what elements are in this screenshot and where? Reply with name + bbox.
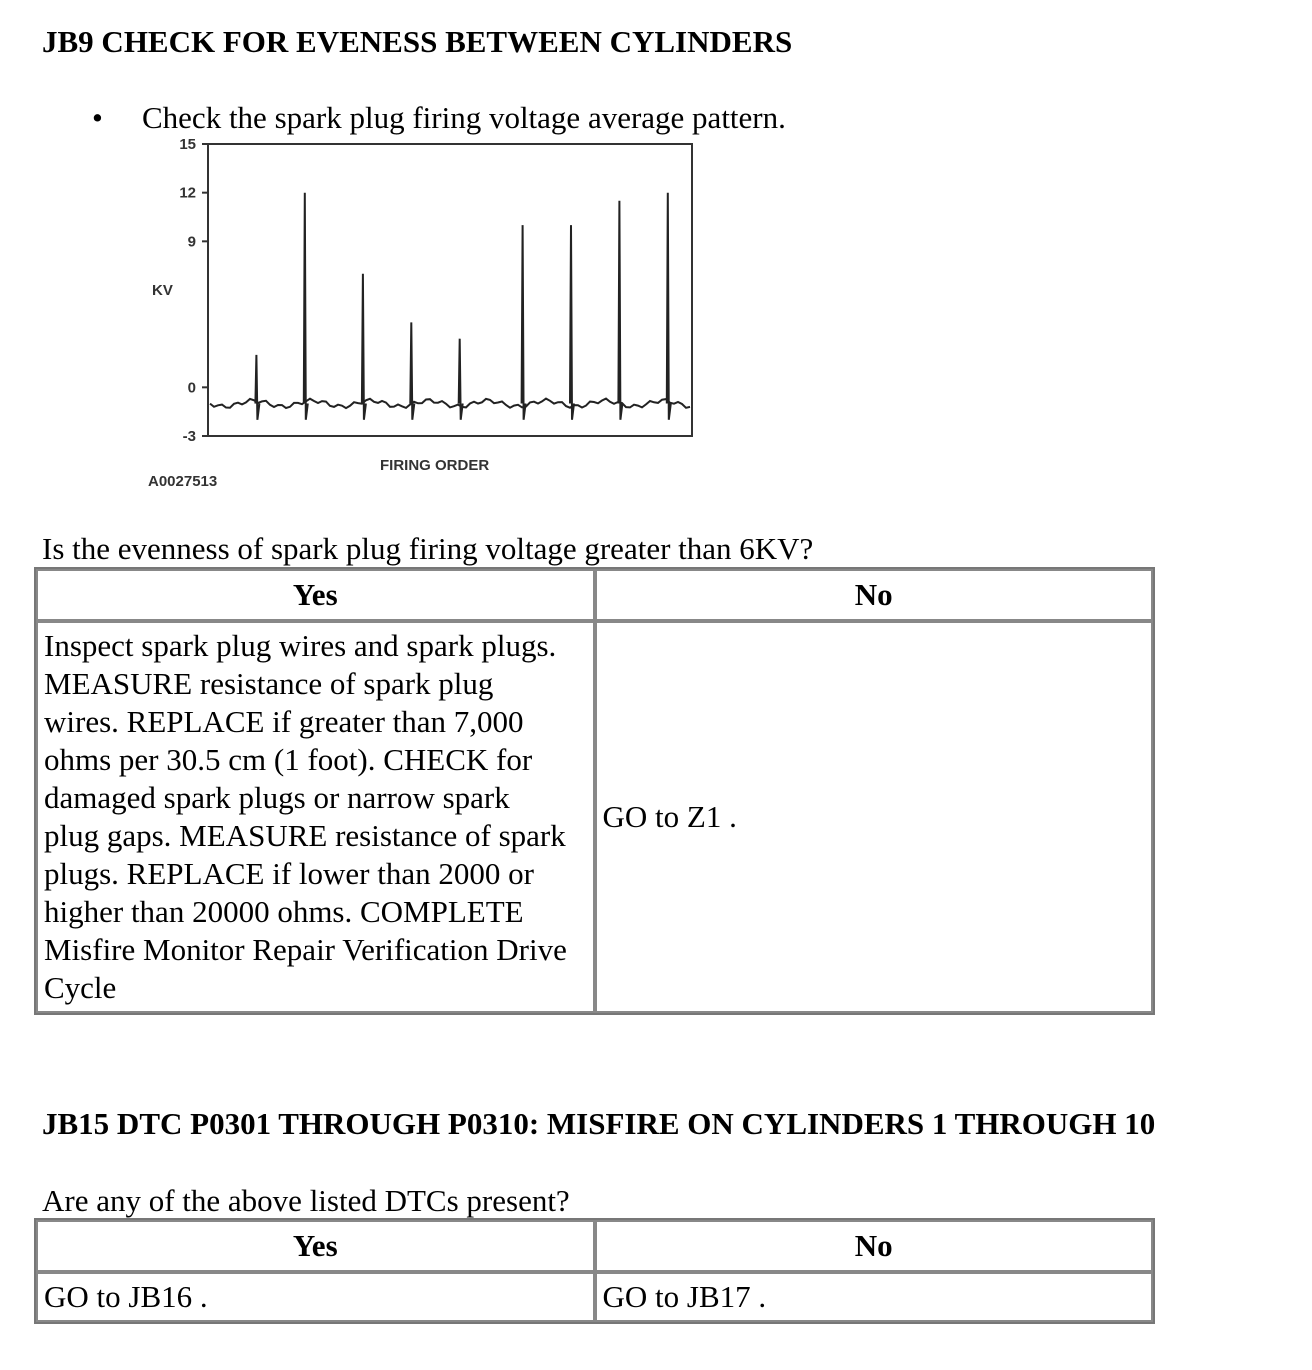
section-heading-jb9: JB9 CHECK FOR EVENESS BETWEEN CYLINDERS — [42, 24, 793, 59]
firing-spike — [522, 225, 526, 420]
question-jb15: Are any of the above listed DTCs present? — [42, 1183, 570, 1218]
firing-spike — [618, 201, 622, 420]
firing-spike — [304, 193, 308, 420]
table-row — [36, 621, 1153, 1013]
yes-cell: Inspect spark plug wires and spark plugs. MEASURE resistance of spark plug wires. REPLACE if greater than 7,000 ohms per 30.5 cm (1 foot). CHECK for damaged spark plugs or narrow spark plug gaps. MEASURE resistance of spark plugs. REPLACE if lower than 2000 or higher than 20000 ohms. COMPLETE Misfire Monitor Repair Verification Drive Cycle — [36, 621, 595, 1013]
no-header: No — [595, 1220, 1154, 1272]
firing-spike — [459, 339, 463, 420]
no-cell: GO to Z1 . — [595, 621, 1154, 1013]
no-header: No — [595, 569, 1154, 621]
y-tick-label: 12 — [179, 184, 196, 202]
bullet-text: Check the spark plug firing voltage average pattern. — [142, 100, 786, 135]
table-row — [36, 1272, 1153, 1322]
yes-header: Yes — [36, 569, 595, 621]
figure-id: A0027513 — [148, 473, 218, 490]
y-tick-label: 15 — [179, 138, 196, 153]
bullet-item — [92, 100, 786, 136]
bullet-dot-icon: • — [92, 100, 103, 135]
yes-cell: GO to JB16 . — [36, 1272, 595, 1322]
firing-spike — [570, 225, 574, 420]
result-table-jb9 — [34, 567, 1155, 1015]
firing-spike — [255, 355, 259, 420]
question-jb9: Is the evenness of spark plug firing voltage greater than 6KV? — [42, 531, 814, 566]
y-tick-label: -3 — [182, 428, 196, 445]
section-heading-jb15: JB15 DTC P0301 THROUGH P0310: MISFIRE ON CYLINDERS 1 THROUGH 10 — [42, 1106, 1156, 1141]
y-axis-label: KV — [152, 282, 173, 299]
y-tick-label: 0 — [187, 379, 196, 397]
firing-voltage-chart — [140, 138, 700, 498]
yes-header: Yes — [36, 1220, 595, 1272]
firing-spike — [667, 193, 671, 420]
firing-spike — [362, 274, 366, 420]
no-cell: GO to JB17 . — [595, 1272, 1154, 1322]
chart-svg — [140, 138, 700, 498]
result-table-jb15 — [34, 1218, 1155, 1324]
x-axis-label: FIRING ORDER — [380, 457, 490, 474]
table-header-row — [36, 1220, 1153, 1272]
y-tick-label: 9 — [187, 233, 196, 251]
table-header-row — [36, 569, 1153, 621]
